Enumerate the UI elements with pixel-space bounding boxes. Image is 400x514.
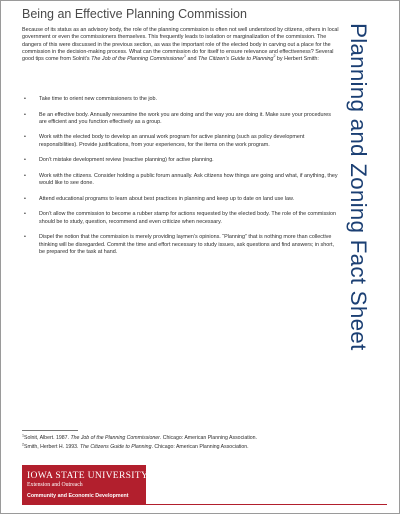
bullet-icon: • [24,195,26,202]
list-item [22,157,340,164]
bullet-icon: • [24,234,26,241]
side-title-text: Planning and Zoning Fact Sheet [346,23,371,351]
side-title [337,23,387,383]
intro-ref2-title: The Citizen’s Guide to Planning [198,56,274,63]
list-item-text: Don’t mistake development review (reactive planning) for active planning. [39,157,214,164]
intro-text: Because of its status as an advisory body, the role of the planning commission is often not well understood by citizens, others in local government or even the commissioners themselves. This frequently leads to isolation or marginalization of the commission. The dangers of this were discussed in the previous section, as was the important role of the elected body in carving out a place for the commission in the decision-making process. What can the commission do for itself to ensure relevance and effectiveness? Several good tips come from Solnit’s [22,27,339,63]
bullet-icon: • [24,157,26,164]
footnote-post: . Chicago: American Planning Association. [151,443,249,450]
list-item-text: Be an effective body. Annually reexamine the work you are doing and the way you are doing it. Make sure your procedures are efficient and you function effectively as a group. [39,111,331,125]
university-name: IOWA STATE UNIVERSITY [27,470,149,481]
bullet-icon: • [24,96,26,102]
page-title: Being an Effective Planning Commission [22,7,247,21]
bullet-icon: • [24,211,26,218]
list-item-text: Take time to orient new commissioners to the job. [39,96,158,102]
list-item [22,173,340,188]
bullet-icon: • [24,172,26,179]
list-item [22,196,340,203]
intro-paragraph [22,27,340,63]
bullet-icon: • [24,134,26,141]
footnote-mark: 2 [22,441,24,446]
list-item-text: Attend educational programs to learn about best practices in planning and keep up to date on land use law. [39,195,295,202]
list-item [22,134,340,149]
footnote [22,443,362,452]
footnotes [22,434,362,451]
list-item-text: Work with the elected body to develop an annual work program for active planning (such as policy development responsibilities). Provide justifications, from your experiences, for the items on the work program. [39,134,305,148]
footnote [22,434,362,443]
tips-list [22,96,340,265]
list-item [22,234,340,256]
intro-ref1-title: The Job of the Planning Commissioner [91,56,185,63]
intro-closing: by Herbert Smith: [275,56,319,63]
footnote-post: . Chicago: American Planning Association. [159,435,258,441]
extension-unit: Extension and Outreach [27,482,83,488]
intro-ref2-mark: 2 [273,54,276,59]
list-item-text: Work with the citizens. Consider holding a public forum annually. Ask citizens how things are going and what, if anything, they would like to see done. [39,172,338,187]
bullet-icon: • [24,111,26,118]
list-item [22,112,340,127]
list-item [22,96,340,103]
brand-rule [146,504,387,505]
footnote-divider [22,430,78,431]
university-logo [22,465,149,505]
intro-connector: and [186,56,199,63]
list-item-text: Dispel the notion that the commission is merely providing laymen’s opinions. “Planning” that is nothing more than collective thinking will be disregarded. Commit the time and effort necessary to study issues, ask questions and find answers; in short, be prepared for the task at hand. [39,234,335,255]
intro-ref1-mark: 1 [184,54,187,59]
footnote-pre: Solnit, Albert. 1987. [24,435,71,441]
list-item-text: Don’t allow the commission to become a rubber stamp for actions requested by the elected body. The role of the commission should be to study, question, recommend and even criticize when necessary. [39,211,337,225]
university-branding [1,465,399,513]
footnote-title: The Citizens Guide to Planning [79,443,152,450]
footnote-pre: Smith, Herbert H. 1993. [24,443,80,450]
footnote-mark: 1 [22,433,24,438]
program-name: Community and Economic Development [27,493,129,499]
list-item [22,211,340,226]
footnote-title: The Job of the Planning Commissioner [70,435,160,441]
